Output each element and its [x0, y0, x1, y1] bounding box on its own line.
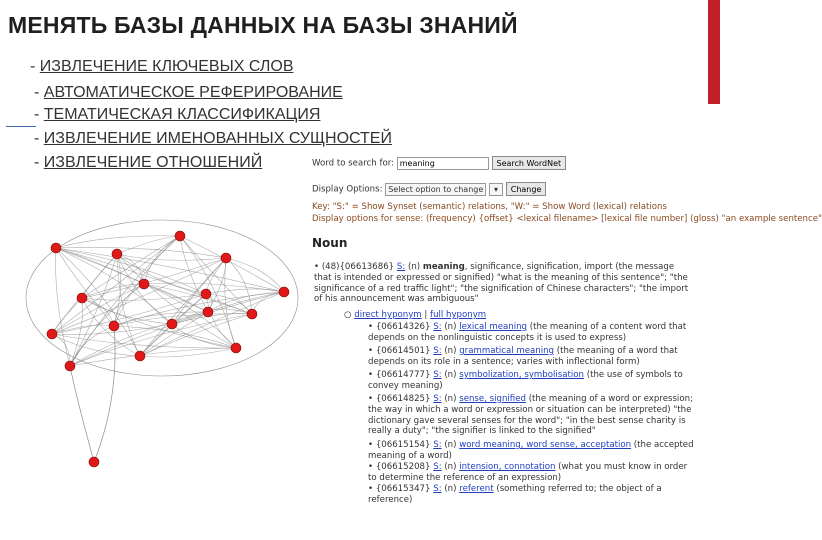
- graph-edge: [82, 298, 172, 324]
- sense-word-link[interactable]: referent: [459, 484, 494, 494]
- graph-node: [109, 321, 119, 331]
- bullet-dash: -: [30, 58, 40, 75]
- separator: |: [421, 310, 431, 320]
- bullet-keyword-extraction: [30, 58, 294, 76]
- sense-word-link[interactable]: symbolization, symbolisation: [459, 370, 584, 380]
- graph-edges: [52, 236, 284, 462]
- graph-edge: [117, 236, 180, 254]
- graph-edge: [70, 366, 94, 462]
- bullet-named-entity-extraction: [34, 130, 392, 148]
- sense-word-link[interactable]: intension, connotation: [459, 462, 556, 472]
- gloss: (something referred to; the object of a reference): [368, 484, 662, 505]
- wordnet-screenshot: [304, 152, 822, 505]
- hyponym-sense: • {06614501} S: (n) grammatical meaning (the meaning of a word that depends on its role in a sentence; varies with inflectional form): [368, 346, 678, 367]
- graph-node: [167, 319, 177, 329]
- graph-node: [247, 309, 257, 319]
- gloss: , significance, signification, import (the message that is intended or expressed or signified) "what is the meaning of this sentence"; "the significance of a red traffic light"; "the signification of Chinese characters"; "the import of his announcement was ambiguous": [314, 262, 689, 305]
- graph-node: [175, 231, 185, 241]
- sense-offset: {06614501}: [375, 346, 431, 356]
- sense-word-link[interactable]: sense, signified: [459, 394, 526, 404]
- graph-node: [51, 243, 61, 253]
- graph-node: [221, 253, 231, 263]
- search-input[interactable]: [397, 157, 489, 170]
- hyponym-sense: • {06615154} S: (n) word meaning, word sense, acceptation (the accepted meaning of a word): [368, 440, 694, 461]
- synset-link[interactable]: S:: [433, 346, 442, 356]
- display-line: Display options for sense: (frequency) {offset} <lexical filename> [lexical file number] (gloss) "an example sentence": [312, 214, 822, 224]
- graph-node: [89, 457, 99, 467]
- main-sense: • (48){06613686} S: (n) meaning, significance, signification, import (the message that is intended or expressed or signified) "what is the meaning of this sentence"; "the significance of a red traffic light"; "the signification of Chinese characters"; "the import of his announcement was ambiguous": [314, 262, 689, 305]
- graph-edge: [117, 254, 226, 260]
- graph-node: [201, 289, 211, 299]
- search-wordnet-button[interactable]: Search WordNet: [492, 156, 567, 170]
- display-options-select[interactable]: Select option to change: [385, 183, 486, 196]
- bullet-link[interactable]: ТЕМАТИЧЕСКАЯ КЛАССИФИКАЦИЯ: [43, 106, 321, 123]
- sense-offset: {06614326}: [375, 322, 431, 332]
- chevron-down-icon[interactable]: ▾: [489, 183, 503, 196]
- graph-edge: [52, 298, 82, 334]
- graph-node: [77, 293, 87, 303]
- display-options-row: [312, 182, 546, 196]
- synset-link[interactable]: S:: [433, 440, 442, 450]
- graph-node: [231, 343, 241, 353]
- sense-offset: (48){06613686}: [321, 262, 397, 272]
- headword: meaning: [422, 262, 465, 272]
- synset-link[interactable]: S:: [433, 322, 442, 332]
- hyponym-sense: • {06615347} S: (n) referent (something referred to; the object of a reference): [368, 484, 662, 505]
- graph-node: [279, 287, 289, 297]
- pos-tag: (n): [405, 262, 423, 272]
- network-graph-image: [22, 216, 302, 478]
- gloss: (the meaning of a word or expression; the way in which a word or expression or situation can be interpreted) "the dictionary gave several senses for the word"; "in the best sense charity is really a duty"; "the signifier is linked to the signified": [368, 394, 693, 437]
- hyponym-sense: • {06614326} S: (n) lexical meaning (the meaning of a content word that depends on the nonlinguistic concepts it is used to express): [368, 322, 687, 343]
- bullet-auto-summarization: [34, 84, 343, 102]
- bullet-dash: -: [34, 154, 44, 171]
- bullet-relation-extraction: [34, 154, 262, 172]
- sense-word-link[interactable]: grammatical meaning: [459, 346, 555, 356]
- synset-link[interactable]: S:: [396, 262, 406, 272]
- hyponym-sense: • {06614777} S: (n) symbolization, symbolisation (the use of symbols to convey meaning): [368, 370, 683, 391]
- bullet-dash: -: [34, 106, 44, 123]
- direct-hyponym-link[interactable]: direct hyponym: [354, 310, 422, 320]
- graph-edge: [94, 326, 115, 462]
- sense-offset: {06615208}: [375, 462, 431, 472]
- search-row: [312, 156, 566, 170]
- graph-node: [47, 329, 57, 339]
- indent-line: [6, 126, 36, 127]
- synset-link[interactable]: S:: [433, 394, 442, 404]
- graph-node: [135, 351, 145, 361]
- bullet-link[interactable]: ИЗВЛЕЧЕНИЕ ОТНОШЕНИЙ: [43, 154, 263, 171]
- bullet-dash: -: [34, 130, 44, 147]
- sense-word-link[interactable]: word meaning, word sense, acceptation: [459, 440, 632, 450]
- graph-edge: [56, 248, 114, 326]
- key-line: Key: "S:" = Show Synset (semantic) relations, "W:" = Show Word (lexical) relations: [312, 202, 667, 212]
- accent-bar: [708, 0, 720, 104]
- bullet-link[interactable]: ИЗВЛЕЧЕНИЕ ИМЕНОВАННЫХ СУЩНОСТЕЙ: [43, 130, 392, 147]
- search-label: Word to search for:: [312, 158, 395, 169]
- display-options-label: Display Options:: [312, 184, 383, 195]
- bullet-link[interactable]: ИЗВЛЕЧЕНИЕ КЛЮЧЕВЫХ СЛОВ: [39, 58, 294, 75]
- gloss: (what you must know in order to determine the reference of an expression): [368, 462, 688, 483]
- synset-link[interactable]: S:: [433, 462, 442, 472]
- graph-node: [203, 307, 213, 317]
- bullet-topic-classification: [34, 106, 320, 124]
- sense-word-link[interactable]: lexical meaning: [459, 322, 527, 332]
- bullet-link[interactable]: АВТОМАТИЧЕСКОЕ РЕФЕРИРОВАНИЕ: [43, 84, 343, 101]
- slide-title: МЕНЯТЬ БАЗЫ ДАННЫХ НА БАЗЫ ЗНАНИЙ: [8, 12, 518, 38]
- graph-node: [139, 279, 149, 289]
- hyponym-sense: • {06615208} S: (n) intension, connotation (what you must know in order to determine the reference of an expression): [368, 462, 688, 483]
- synset-link[interactable]: S:: [433, 370, 442, 380]
- gloss: (the accepted meaning of a word): [368, 440, 694, 461]
- sense-offset: {06615347}: [375, 484, 431, 494]
- bullet-dash: -: [34, 84, 44, 101]
- full-hyponym-link[interactable]: full hyponym: [430, 310, 487, 320]
- hyponym-row: ○ direct hyponym | full hyponym: [344, 310, 487, 320]
- graph-node: [65, 361, 75, 371]
- sense-offset: {06614777}: [375, 370, 431, 380]
- graph-edge: [82, 236, 180, 298]
- gloss: (the meaning of a content word that depends on the nonlinguistic concepts it is used to express): [368, 322, 687, 343]
- sense-offset: {06614825}: [375, 394, 431, 404]
- noun-heading: Noun: [312, 236, 348, 250]
- sense-offset: {06615154}: [375, 440, 431, 450]
- gloss: (the use of symbols to convey meaning): [368, 370, 683, 391]
- graph-edge: [56, 236, 180, 248]
- gloss: (the meaning of a word that depends on its role in a sentence; varies with inflectional form): [368, 346, 678, 367]
- graph-node: [112, 249, 122, 259]
- change-button[interactable]: Change: [506, 182, 547, 196]
- synset-link[interactable]: S:: [433, 484, 442, 494]
- hyponym-sense: • {06614825} S: (n) sense, signified (the meaning of a word or expression; the way in which a word or expression or situation can be interpreted) "the dictionary gave several senses for the word"; "in the best sense charity is really a duty"; "the signifier is linked to the signified": [368, 394, 693, 437]
